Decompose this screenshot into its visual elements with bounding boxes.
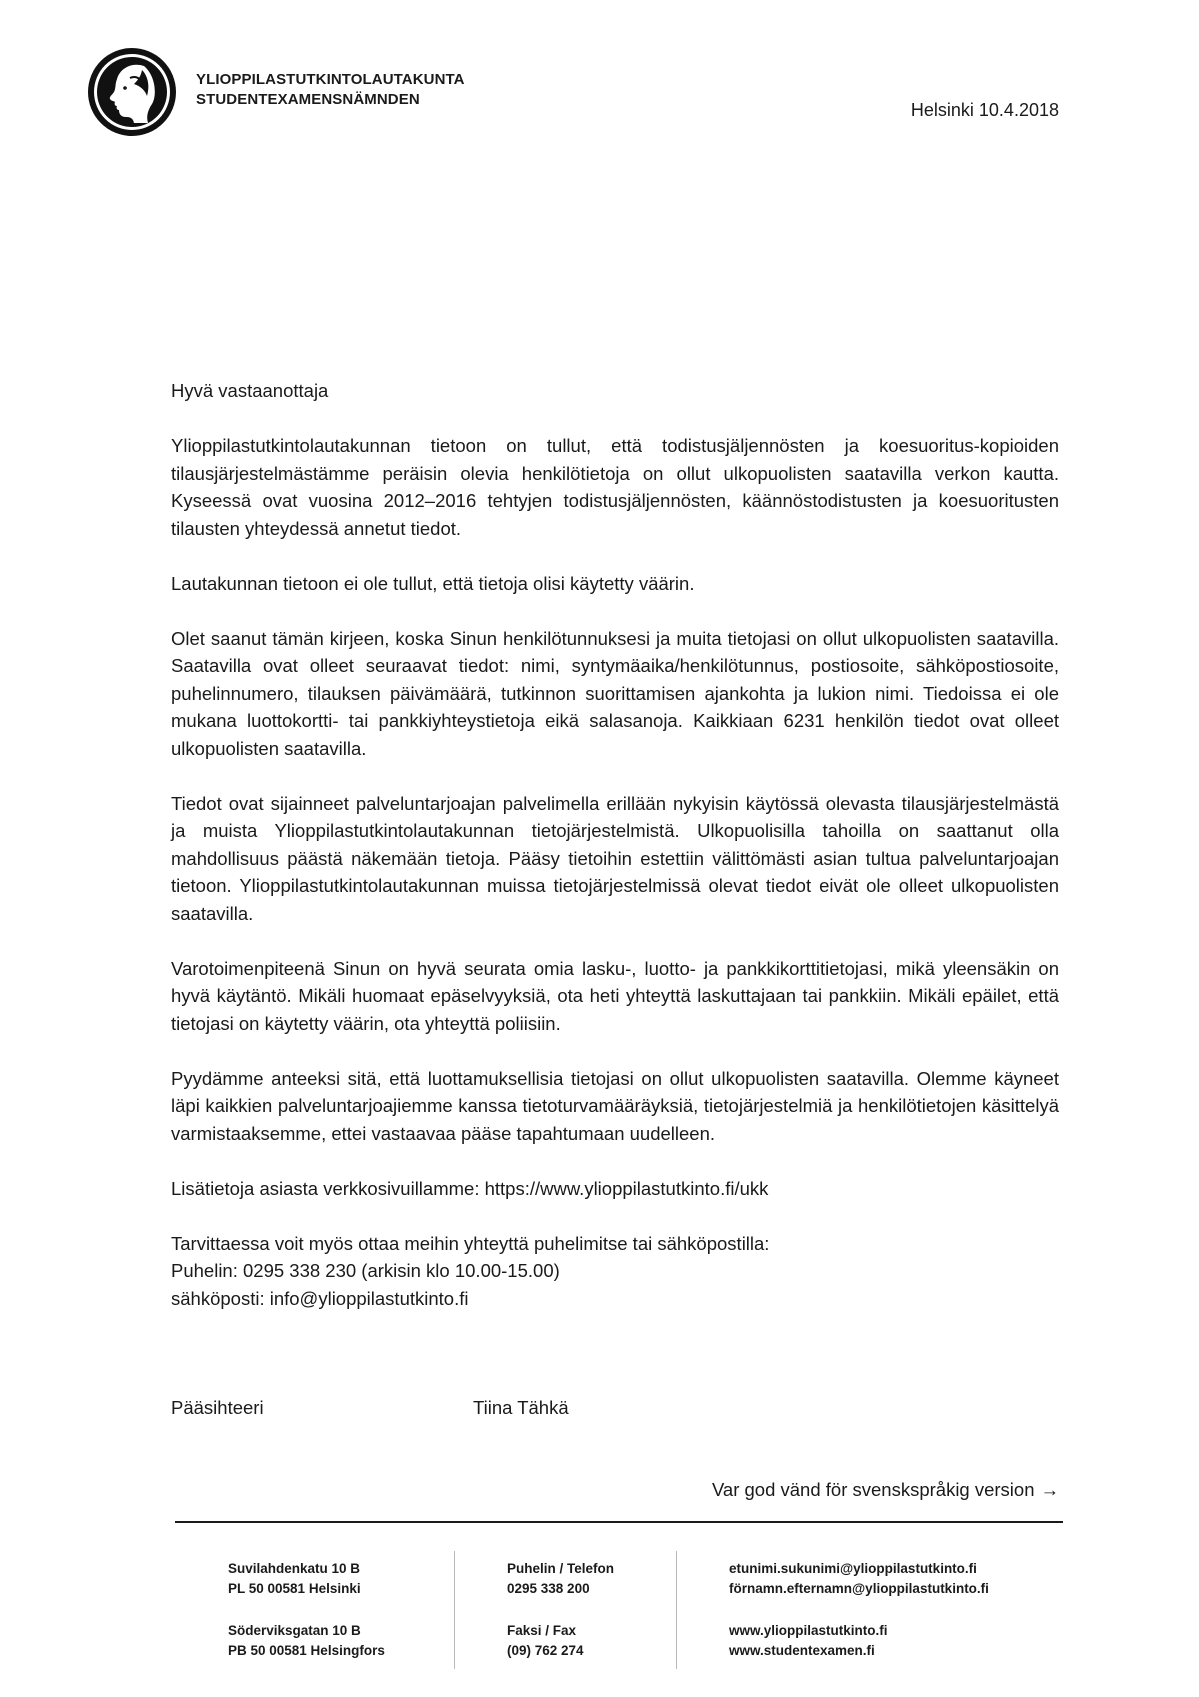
address-line: PB 50 00581 Helsingfors (228, 1643, 385, 1658)
signature-title: Pääsihteeri (171, 1397, 264, 1418)
address-line: Suvilahdenkatu 10 B (228, 1561, 361, 1576)
contact-intro: Tarvittaessa voit myös ottaa meihin yhteyttä puhelimitse tai sähköpostilla: (171, 1232, 770, 1254)
arrow-right-icon: → (1040, 1479, 1059, 1500)
more-info-link-text[interactable]: Lisätietoja asiasta verkkosivuillamme: https://www.ylioppilastutkinto.fi/ukk (171, 1177, 769, 1199)
address-line: Söderviksgatan 10 B (228, 1623, 361, 1638)
footer-addresses (228, 1559, 385, 1683)
contact-email[interactable]: sähköposti: info@ylioppilastutkinto.fi (171, 1287, 469, 1309)
footer-phone-fax (507, 1559, 614, 1683)
letter-date: Helsinki 10.4.2018 (910, 100, 1059, 120)
footer-separator (454, 1551, 455, 1669)
email-pattern-swedish: förnamn.efternamn@ylioppilastutkinto.fi (729, 1581, 989, 1596)
greeting: Hyvä vastaanottaja (171, 380, 329, 401)
website-link-finnish[interactable]: www.ylioppilastutkinto.fi (729, 1623, 888, 1638)
org-name-swedish: STUDENTEXAMENSNÄMNDEN (196, 91, 420, 108)
paragraph-incident: Ylioppilastutkintolautakunnan tietoon on tullut, että todistusjäljennösten ja koesuoritus-kopioiden tilausjärjestelmästämme peräisin olevia henkilötietoja on ollut ulkopuolisten saatavilla verkon kautta. Kyseessä ovat vuosina 2012–2016 tehtyjen todistusjäljennösten, käännöstodistusten ja koesuoritusten tilausten yhteydessä annetut tiedot. (171, 435, 1059, 539)
fax-label: Faksi / Fax (507, 1623, 577, 1638)
footer-divider (175, 1521, 1063, 1523)
paragraph-server-details: Tiedot ovat sijainneet palveluntarjoajan palvelimella erillään nykyisin käytössä olevasta tilausjärjestelmästä ja muista Ylioppilastutkintolautakunnan tietojärjestelmistä. Ulkopuolisilla tahoilla on saattanut olla mahdollisuus päästä näkemään tietoja. Pääsy tietoihin estettiin välittömästi asian tultua palveluntarjoajan tietoon. Ylioppilastutkintolautakunnan muissa tietojärjestelmissä olevat tiedot eivät ole olleet ulkopuolisten saatavilla. (171, 792, 1059, 924)
paragraph-precautions: Varotoimenpiteenä Sinun on hyvä seurata omia lasku-, luotto- ja pankkikorttitietojasi, mikä yleensäkin on hyvä käytäntö. Mikäli huomaat epäselvyyksiä, ota heti yhteyttä laskuttajaan tai pankkiin. Mikäli epäilet, että tietojasi on käytetty väärin, ota yhteyttä poliisiin. (171, 957, 1059, 1034)
signature-name: Tiina Tähkä (473, 1397, 569, 1418)
website-link-swedish[interactable]: www.studentexamen.fi (729, 1643, 875, 1658)
paragraph-exposed-data: Olet saanut tämän kirjeen, koska Sinun henkilötunnuksesi ja muita tietojasi on ollut ulkopuolisten saatavilla. Saatavilla ovat olleet seuraavat tiedot: nimi, syntymäaika/henkilötunnus, postiosoite, sähköpostiosoite, puhelinnumero, tilauksen päivämäärä, tutkinnon suorittamisen ajankohta ja lukion nimi. Tiedoissa ei ole mukana luottokortti- tai pankkiyhteystietoja eikä salasanoja. Kaikkiaan 6231 henkilön tiedot ovat olleet ulkopuolisten saatavilla. (171, 627, 1059, 759)
phone-number: 0295 338 200 (507, 1581, 590, 1596)
email-pattern-finnish: etunimi.sukunimi@ylioppilastutkinto.fi (729, 1561, 977, 1576)
org-name-finnish: YLIOPPILASTUTKINTOLAUTAKUNTA (196, 71, 465, 88)
contact-phone: Puhelin: 0295 338 230 (arkisin klo 10.00-15.00) (171, 1260, 560, 1281)
paragraph-no-misuse: Lautakunnan tietoon ei ole tullut, että tietoja olisi käytetty väärin. (171, 572, 695, 594)
turn-page-text: Var god vänd för svenskspråkig version (711, 1479, 1035, 1500)
turn-page-note (712, 1479, 1059, 1501)
footer-web-email (729, 1559, 989, 1683)
paragraph-apology: Pyydämme anteeksi sitä, että luottamuksellisia tietojasi on ollut ulkopuolisten saatavilla. Olemme käyneet läpi kaikkien palveluntarjoajiemme kanssa tietoturvamääräyksiä, tietojärjestelmiä ja henkilötietojen käsittelyä varmistaaksemme, ettei vastaavaa pääse tapahtumaan uudelleen. (171, 1067, 1059, 1144)
phone-label: Puhelin / Telefon (507, 1561, 615, 1576)
profile-head-logo-icon (86, 46, 178, 138)
fax-number: (09) 762 274 (507, 1643, 584, 1658)
letter-body (171, 377, 1059, 1312)
footer-separator (676, 1551, 677, 1669)
address-line: PL 50 00581 Helsinki (228, 1581, 361, 1596)
organization-name (196, 70, 465, 110)
